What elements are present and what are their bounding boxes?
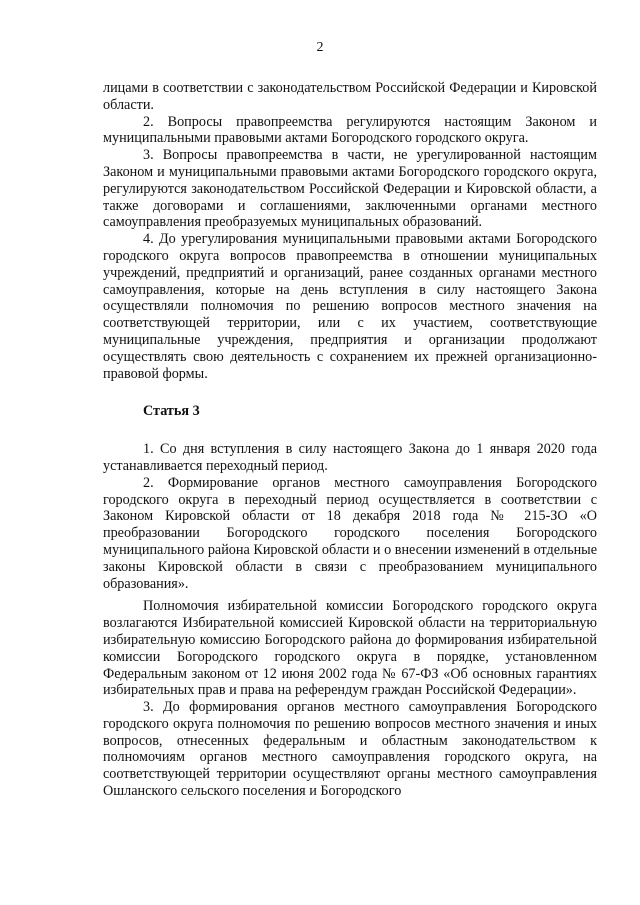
document-body bbox=[103, 80, 597, 800]
paragraph-item-4: 4. До урегулирования муниципальными правовыми актами Богородского городского округа вопросов правопреемства в отношении муниципальных учреждений, предприятий и организаций, ранее созданных органами местного самоуправления, которые на день вступления в силу настоящего Закона осуществляли полномочия по решению вопросов местного значения на соответствующей территории, или с их участием, соответствующие муниципальные учреждения, предприятия и организации продолжают осуществлять свою деятельность с сохранением их прежней организационно-правовой формы. bbox=[103, 231, 597, 382]
paragraph-item-3: 3. Вопросы правопреемства в части, не урегулированной настоящим Законом и муниципальными правовыми актами Богородского городского округа, регулируются законодательством Российской Федерации и Кировской области, а также договорами и соглашениями, заключенными органами местного самоуправления преобразуемых муниципальных образований. bbox=[103, 147, 597, 231]
article-paragraph-commission: Полномочия избирательной комиссии Богородского городского округа возлагаются Избирательной комиссией Кировской области на территориальную избирательную комиссию Богородского района до формирования избирательной комиссии Богородского городского округа в порядке, установленном Федеральным законом от 12 июня 2002 года № 67-ФЗ «Об основных гарантиях избирательных прав и права на референдум граждан Российской Федерации». bbox=[103, 598, 597, 699]
article-paragraph-1: 1. Со дня вступления в силу настоящего Закона до 1 января 2020 года устанавливается переходный период. bbox=[103, 441, 597, 474]
article-paragraph-3: 3. До формирования органов местного самоуправления Богородского городского округа полномочия по решению вопросов местного значения и иных вопросов, отнесенных федеральным и областным законодательством к полномочиям органов местного самоуправления городского округа, на соответствующей территории осуществляют органы местного самоуправления Ошланского сельского поселения и Богородского bbox=[103, 699, 597, 800]
paragraph-continuation: лицами в соответствии с законодательством Российской Федерации и Кировской области. bbox=[103, 80, 597, 113]
paragraph-item-2: 2. Вопросы правопреемства регулируются настоящим Законом и муниципальными правовыми актами Богородского городского округа. bbox=[103, 113, 597, 147]
article-paragraph-2: 2. Формирование органов местного самоуправления Богородского городского округа в переходный период осуществляется в соответствии с Законом Кировской области от 18 декабря 2018 года № 215-ЗО «О преобразовании Богородского городского поселения Богородского муниципального района Кировской области и о внесении изменений в отдельные законы Кировской области в связи с преобразованием муниципального образования». bbox=[103, 474, 597, 592]
page-number: 2 bbox=[316, 40, 324, 55]
article-heading: Статья 3 bbox=[143, 403, 200, 420]
